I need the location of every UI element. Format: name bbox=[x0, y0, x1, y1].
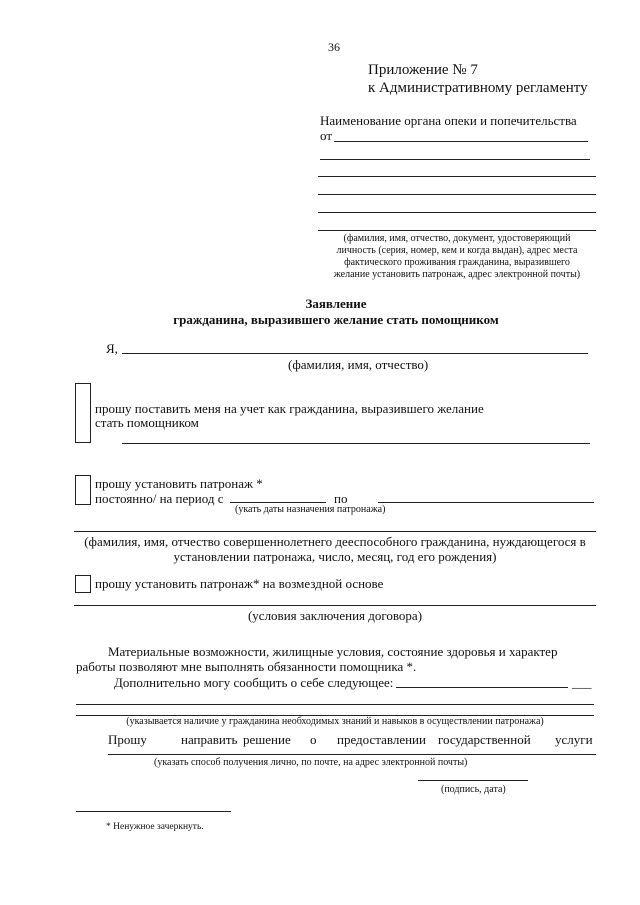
additional-line[interactable] bbox=[396, 687, 568, 688]
recipient-note-3: фактического проживания гражданина, выразившего bbox=[344, 257, 570, 268]
recipient-line-6[interactable] bbox=[318, 230, 596, 231]
signature-line[interactable] bbox=[418, 780, 528, 781]
appendix-number: Приложение № 7 bbox=[368, 62, 478, 78]
period-end-line[interactable] bbox=[378, 502, 594, 503]
option3-text: прошу установить патронаж* на возмездной основе bbox=[95, 576, 384, 591]
option1-line[interactable] bbox=[122, 443, 590, 444]
additional-line-2[interactable] bbox=[76, 704, 594, 705]
request-word-6: государственной bbox=[438, 732, 531, 747]
body-para-line1: Материальные возможности, жилищные условия, состояние здоровья и характер bbox=[108, 644, 558, 659]
request-word-3: решение bbox=[243, 732, 291, 747]
option2-text: прошу установить патронаж * bbox=[95, 476, 263, 491]
body-para-line2: работы позволяют мне выполнять обязанности помощника *. bbox=[76, 659, 417, 674]
from-line[interactable] bbox=[334, 141, 588, 142]
period-start-line[interactable] bbox=[230, 502, 326, 503]
option2-checkbox[interactable] bbox=[75, 475, 91, 505]
option1-checkbox[interactable] bbox=[75, 383, 91, 443]
request-word-1: Прошу bbox=[108, 732, 147, 747]
document-title: Заявление bbox=[305, 296, 367, 311]
recipient-line-2[interactable] bbox=[320, 159, 590, 160]
dates-caption: (укать даты назначения патронажа) bbox=[235, 504, 386, 515]
ward-line[interactable] bbox=[74, 531, 596, 532]
additional-tail: ___ bbox=[572, 675, 592, 690]
appendix-reference: к Административному регламенту bbox=[368, 80, 588, 96]
applicant-caption: (фамилия, имя, отчество) bbox=[288, 357, 429, 372]
signature-caption: (подпись, дата) bbox=[441, 784, 506, 795]
ward-caption-1: (фамилия, имя, отчество совершеннолетнего дееспособного гражданина, нуждающегося в bbox=[84, 534, 586, 549]
applicant-name-line[interactable] bbox=[122, 353, 588, 354]
authority-label: Наименование органа опеки и попечительства bbox=[320, 113, 577, 128]
skills-caption: (указывается наличие у гражданина необходимых знаний и навыков в осуществлении патронажа) bbox=[126, 716, 544, 727]
recipient-note-4: желание установить патронаж, адрес электронной почты) bbox=[333, 269, 581, 280]
additional-label: Дополнительно могу сообщить о себе следующее: bbox=[114, 675, 394, 690]
request-word-7: услуги bbox=[555, 732, 593, 747]
recipient-note-2: личность (серия, номер, кем и когда выдан), адрес места bbox=[336, 245, 578, 256]
contract-line[interactable] bbox=[74, 605, 596, 606]
document-subtitle: гражданина, выразившего желание стать помощником bbox=[173, 312, 499, 327]
method-line[interactable] bbox=[108, 754, 596, 755]
page-number: 36 bbox=[328, 40, 340, 54]
method-caption: (указать способ получения лично, по почте, на адрес электронной почты) bbox=[154, 757, 468, 768]
option1-text-2: стать помощником bbox=[95, 415, 199, 430]
applicant-prefix: Я, bbox=[106, 341, 118, 356]
request-word-5: предоставлении bbox=[337, 732, 426, 747]
from-label: от bbox=[320, 128, 333, 143]
ward-caption-2: установлении патронажа, число, месяц, год его рождения) bbox=[173, 549, 497, 564]
request-word-4: о bbox=[310, 732, 317, 747]
option1-text-1: прошу поставить меня на учет как гражданина, выразившего желание bbox=[95, 401, 484, 416]
option3-checkbox[interactable] bbox=[75, 575, 91, 593]
recipient-line-3[interactable] bbox=[318, 176, 596, 177]
recipient-line-4[interactable] bbox=[318, 194, 596, 195]
footnote: * Ненужное зачеркнуть. bbox=[106, 822, 204, 832]
contract-caption: (условия заключения договора) bbox=[247, 608, 423, 623]
request-word-2: направить bbox=[181, 732, 238, 747]
recipient-line-5[interactable] bbox=[318, 212, 596, 213]
period-to-label: по bbox=[334, 491, 348, 506]
recipient-note-1: (фамилия, имя, отчество, документ, удостоверяющий bbox=[343, 233, 571, 244]
footnote-separator bbox=[76, 811, 231, 812]
period-label: постоянно/ на период с bbox=[95, 491, 224, 506]
